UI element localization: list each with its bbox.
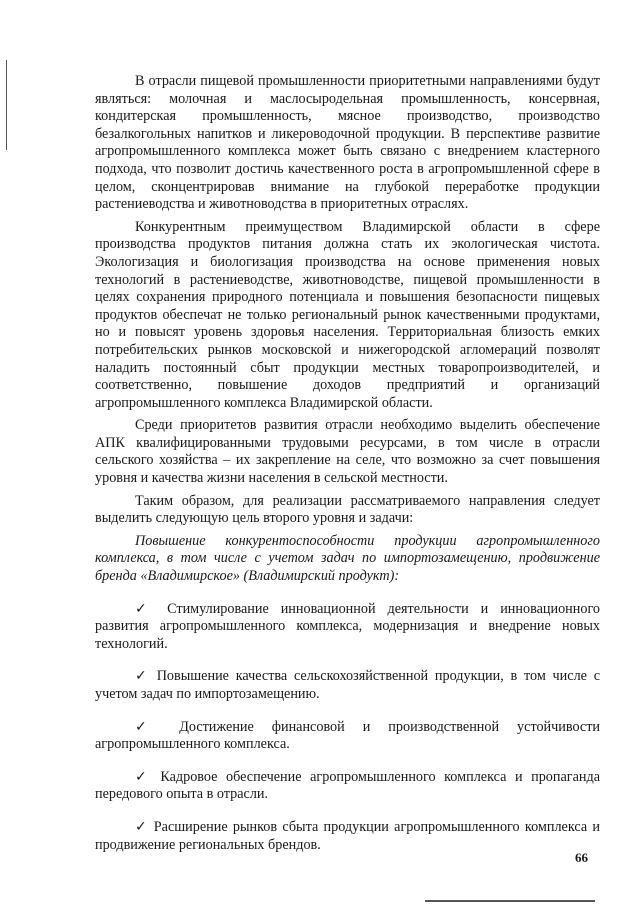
scan-edge-mark <box>6 60 7 150</box>
task-text: Стимулирование инновационной деятельности и инновационного развития агропромышленного комплекса, модернизация и внедрение новых технологий. <box>95 600 601 652</box>
task-item <box>95 819 600 854</box>
paragraph-priorities: Среди приоритетов развития отрасли необходимо выделить обеспечение АПК квалифицированными трудовыми ресурсами, в том числе в отрасли сельского хозяйства – их закрепление на селе, что возможно за счет повышения уровня и качества жизни населения в сельской местности. <box>95 417 600 487</box>
checkmark-icon: ✓ <box>135 718 162 735</box>
paragraph-food-industry: В отрасли пищевой промышленности приоритетными направлениями будут являться: молочная и маслосыродельная промышленность, консервная, кондитерская промышленность, мясное производство, производство безалкогольных напитков и ликероводочной продукции. В перспективе развитие агропромышленного комплекса может быть связано с внедрением кластерного подхода, что позволит достичь качественного роста в агропромышленной сфере в целом, сконцентрировав внимание на глубокой переработке продукции растениеводства и животноводства в приоритетных отраслях. <box>95 73 600 213</box>
paragraph-conclusion: Таким образом, для реализации рассматриваемого направления следует выделить следующую цель второго уровня и задачи: <box>95 492 600 527</box>
checkmark-icon: ✓ <box>135 768 152 785</box>
task-item <box>95 719 600 754</box>
checkmark-icon: ✓ <box>135 600 156 617</box>
checkmark-icon: ✓ <box>135 818 149 835</box>
task-item <box>95 769 600 804</box>
paragraph-competitive-advantage: Конкурентным преимуществом Владимирской области в сфере производства продуктов питания должна стать их экологическая чистота. Экологизация и биологизация производства на основе применения новых технологий в растениеводстве, животноводстве, пищевой промышленности в целях сохранения природного потенциала и повышения безопасности пищевых продуктов обеспечат не только региональный рынок качественными продуктами, но и повысят уровень здоровья населения. Территориальная близость емких потребительских рынков московской и нижегородской агломераций позволят наладить постоянный сбыт продукции местных товаропроизводителей, и соответственно, повышение доходов предприятий и организаций агропромышленного комплекса Владимирской области. <box>95 218 600 411</box>
task-text: Повышение качества сельскохозяйственной продукции, в том числе с учетом задач по импортозамещению. <box>95 668 600 702</box>
page-number: 66 <box>575 850 588 865</box>
scan-bottom-line <box>425 900 595 902</box>
checkmark-icon: ✓ <box>135 668 150 685</box>
task-text: Достижение финансовой и производственной устойчивости агропромышленного комплекса. <box>95 718 601 753</box>
task-text: Расширение рынков сбыта продукции агропромышленного комплекса и продвижение региональных брендов. <box>95 818 601 853</box>
task-item <box>95 601 600 654</box>
task-text: Кадровое обеспечение агропромышленного комплекса и пропаганда передового опыта в отрасли. <box>95 768 600 803</box>
goal-statement: Повышение конкурентоспособности продукции агропромышленного комплекса, в том числе с учетом задач по импортозамещению, продвижение бренда «Владимирское» (Владимирский продукт): <box>95 532 600 585</box>
body-text <box>95 73 600 854</box>
task-item <box>95 668 600 703</box>
